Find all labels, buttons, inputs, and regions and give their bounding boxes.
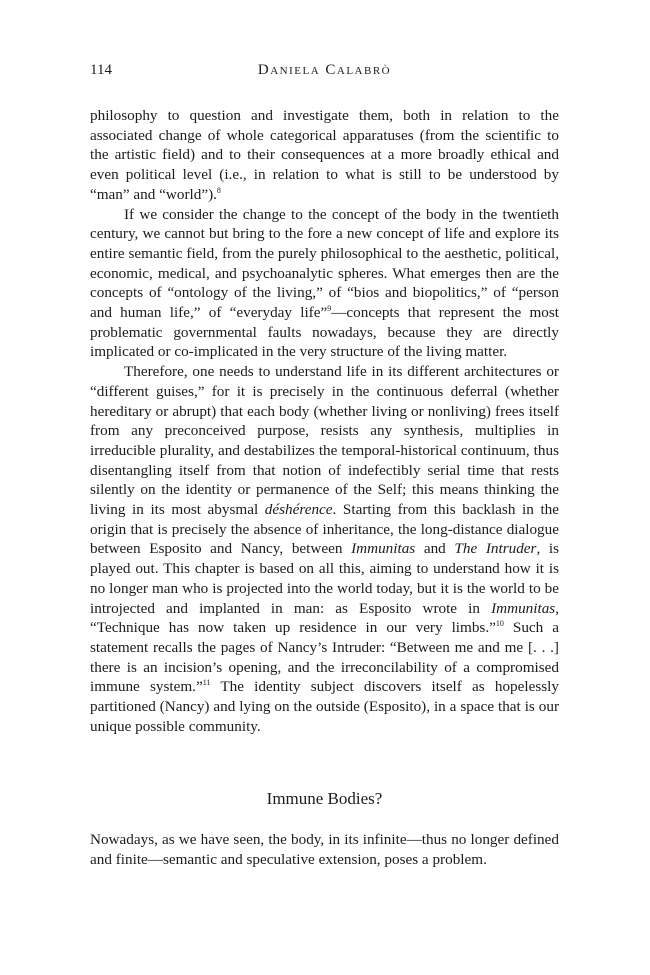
paragraph <box>90 106 559 205</box>
paragraph-text: Such a statement recalls the pages of Nancy’s Intruder: “Between me and me [. . .] there is an incision’s opening, and the irreconcilability of a compromised immune system.” <box>90 619 559 696</box>
footnote-marker: 11 <box>202 678 211 688</box>
paragraph-text: —concepts that represent the most problematic governmental faults nowadays, because they are directly implicated or co-implicated in the very structure of the living matter. <box>90 304 559 361</box>
section-heading: Immune Bodies? <box>266 789 383 808</box>
italic-term: déshérence <box>264 501 333 519</box>
paragraph-text: philosophy to question and investigate them, both in relation to the associated change of whole categorical apparatuses (from the scientific to the artistic field) and to their consequences at a more broadly ethical and even political level (i.e., in relation to what is still to be understood by “man” and “world”). <box>90 107 559 203</box>
italic-title: The Intruder <box>454 540 537 558</box>
paragraph <box>90 362 559 736</box>
body-text <box>90 106 559 737</box>
footnote-marker: 8 <box>216 185 221 195</box>
running-head <box>90 62 559 82</box>
italic-title: Immunitas <box>351 540 416 558</box>
paragraph-text: The identity subject discovers itself as hopelessly partitioned (Nancy) and lying on the outside (Esposito), in a space that is our unique possible community. <box>90 678 559 735</box>
body-text-continued <box>90 830 559 869</box>
paragraph <box>90 205 559 363</box>
footnote-marker: 10 <box>495 619 504 629</box>
paragraph-text: If we consider the change to the concept of the body in the twentieth century, we cannot but bring to the fore a new concept of life and explore its entire semantic field, from the purely philosophical to the aesthetic, political, economic, medical, and psychoanalytic spheres. What emerges then are the concepts of “ontology of the living,” of “bios and biopolitics,” of “person and human life,” of “everyday life” <box>90 205 559 322</box>
paragraph-text: , is played out. This chapter is based on all this, aiming to understand how it is no longer man who is projected into the world today, but it is the world to be introjected and implanted in man: as Esposito wrote in <box>90 540 560 617</box>
paragraph-text: Nowadays, as we have seen, the body, in its infinite—thus no longer defined and finite—semantic and speculative extension, poses a problem. <box>90 831 559 868</box>
paragraph-text: and <box>423 540 446 558</box>
paragraph-text: , “Technique has now taken up residence in our very limbs.” <box>90 599 559 637</box>
running-head-author: Daniela Calabrò <box>257 62 392 78</box>
footnote-marker: 9 <box>327 304 332 314</box>
paragraph <box>90 830 559 869</box>
paragraph-text: Therefore, one needs to understand life in its different architectures or “different guises,” for it is precisely in the continuous deferral (whether hereditary or abrupt) that each body (whether living or nonliving) frees itself from any preconceived purpose, resists any synthesis, multiplies in irreducible plurality, and destabilizes the temporal-historical continuum, thus disentangling itself from that notion of indefectibly serial time that rests silently on the identity or permanence of the Self; this means thinking the living in its most abysmal <box>90 363 559 519</box>
italic-title: Immunitas <box>491 599 556 617</box>
page-number: 114 <box>90 62 112 78</box>
paragraph-text: . Starting from this backlash in the origin that is precisely the absence of inheritance, the long-distance dialogue between Esposito and Nancy, between <box>90 501 560 558</box>
